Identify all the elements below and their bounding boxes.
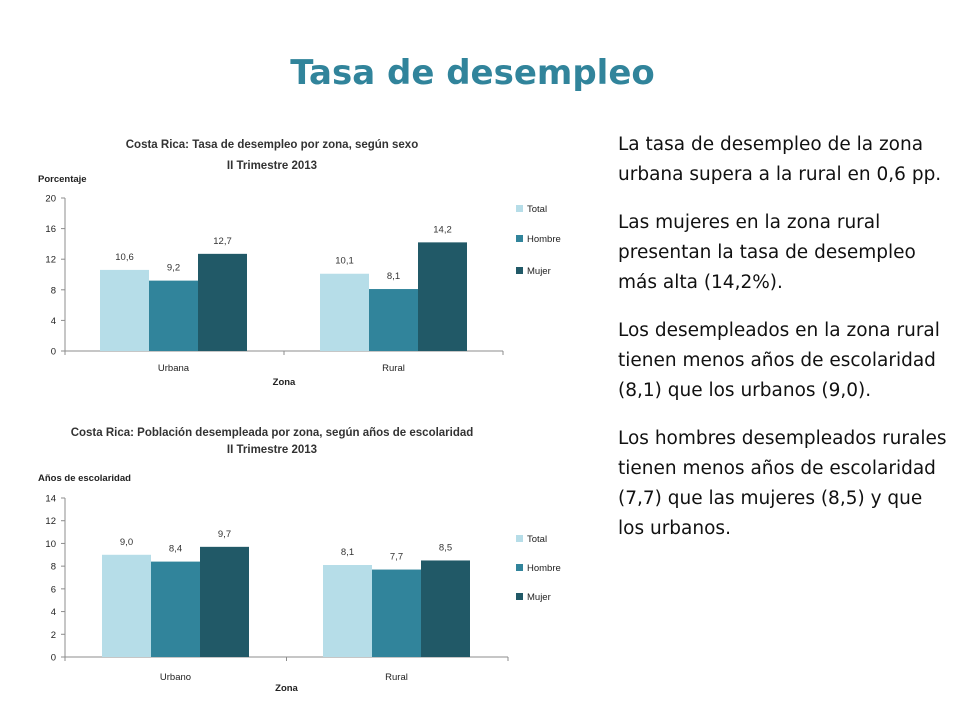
y-tick-label: 12	[45, 254, 56, 266]
data-label: 9,0	[119, 536, 134, 548]
y-tick-label: 4	[50, 315, 56, 327]
notes-panel	[618, 130, 948, 562]
bar-hombre-urbano	[151, 562, 200, 657]
unemployment-rate-chart-svg	[28, 128, 561, 393]
legend-label: Total	[527, 204, 548, 215]
schooling-years-chart-svg	[28, 418, 561, 700]
data-label: 8,4	[168, 543, 183, 555]
data-label: 14,2	[433, 224, 452, 236]
legend-swatch	[516, 235, 523, 242]
data-label: 10,6	[115, 251, 134, 263]
y-tick-label: 0	[50, 652, 56, 664]
data-label: 9,7	[217, 528, 232, 540]
bar-mujer-urbana	[198, 254, 247, 351]
category-label: Rural	[382, 363, 405, 374]
y-tick-label: 14	[45, 493, 56, 505]
note-rural-men-schooling: Los hombres desempleados rurales tienen menos años de escolaridad (7,7) que las mujeres (8,5) y que los urbanos.	[618, 428, 947, 539]
data-label: 9,2	[166, 262, 181, 274]
x-axis-title: Zona	[275, 683, 298, 694]
data-label: 10,1	[335, 255, 354, 267]
bar-mujer-rural	[421, 560, 470, 657]
y-tick-label: 4	[50, 607, 56, 619]
unemployment-rate-chart	[28, 128, 561, 393]
y-tick-label: 16	[45, 224, 56, 236]
legend-label: Mujer	[527, 592, 551, 603]
y-tick-label: 8	[50, 285, 56, 297]
data-label: 8,5	[438, 542, 453, 554]
category-label: Urbano	[159, 672, 192, 683]
x-axis-title: Zona	[272, 377, 296, 388]
data-label: 7,7	[389, 551, 404, 563]
y-axis-title: Años de escolaridad	[38, 473, 131, 484]
legend-label: Total	[527, 534, 548, 545]
bar-hombre-rural	[369, 289, 418, 351]
y-axis-title: Porcentaje	[38, 174, 87, 185]
chart-title: Costa Rica: Tasa de desempleo por zona, según sexo	[125, 139, 419, 151]
y-tick-label: 2	[50, 629, 56, 641]
note-rural-schooling: Los desempleados en la zona rural tienen menos años de escolaridad (8,1) que los urbanos (9,0).	[618, 320, 940, 401]
legend-swatch	[516, 593, 523, 600]
schooling-years-chart	[28, 418, 561, 694]
legend-swatch	[516, 205, 523, 212]
bar-total-urbana	[100, 270, 149, 351]
note-urban-vs-rural: La tasa de desempleo de la zona urbana supera a la rural en 0,6 pp.	[618, 134, 942, 185]
legend-swatch	[516, 535, 523, 542]
bar-total-urbano	[102, 555, 151, 657]
y-tick-label: 0	[50, 346, 56, 358]
bar-total-rural	[323, 565, 372, 657]
chart-subtitle: II Trimestre 2013	[226, 444, 318, 456]
bar-mujer-rural	[418, 242, 467, 351]
bar-hombre-rural	[372, 570, 421, 657]
note-rural-women: Las mujeres en la zona rural presentan la tasa de desempleo más alta (14,2%).	[618, 212, 916, 293]
y-tick-label: 8	[50, 561, 56, 573]
data-label: 12,7	[213, 235, 232, 247]
data-label: 8,1	[340, 547, 355, 559]
data-label: 8,1	[386, 271, 401, 283]
chart-title: Costa Rica: Población desempleada por zona, según años de escolaridad	[70, 427, 474, 439]
bar-total-rural	[320, 274, 369, 351]
bar-hombre-urbana	[149, 281, 198, 351]
legend-label: Mujer	[527, 266, 551, 277]
y-tick-label: 20	[45, 193, 56, 205]
legend-label: Hombre	[527, 563, 561, 574]
y-tick-label: 6	[50, 584, 56, 596]
slide-title: Tasa de desempleo	[290, 53, 655, 93]
chart-subtitle: II Trimestre 2013	[226, 160, 318, 172]
y-tick-label: 10	[45, 538, 56, 550]
bar-mujer-urbano	[200, 547, 249, 657]
category-label: Urbana	[157, 363, 190, 374]
legend-swatch	[516, 564, 523, 571]
category-label: Rural	[385, 672, 408, 683]
y-tick-label: 12	[45, 516, 56, 528]
legend-label: Hombre	[527, 234, 561, 245]
legend-swatch	[516, 267, 523, 274]
